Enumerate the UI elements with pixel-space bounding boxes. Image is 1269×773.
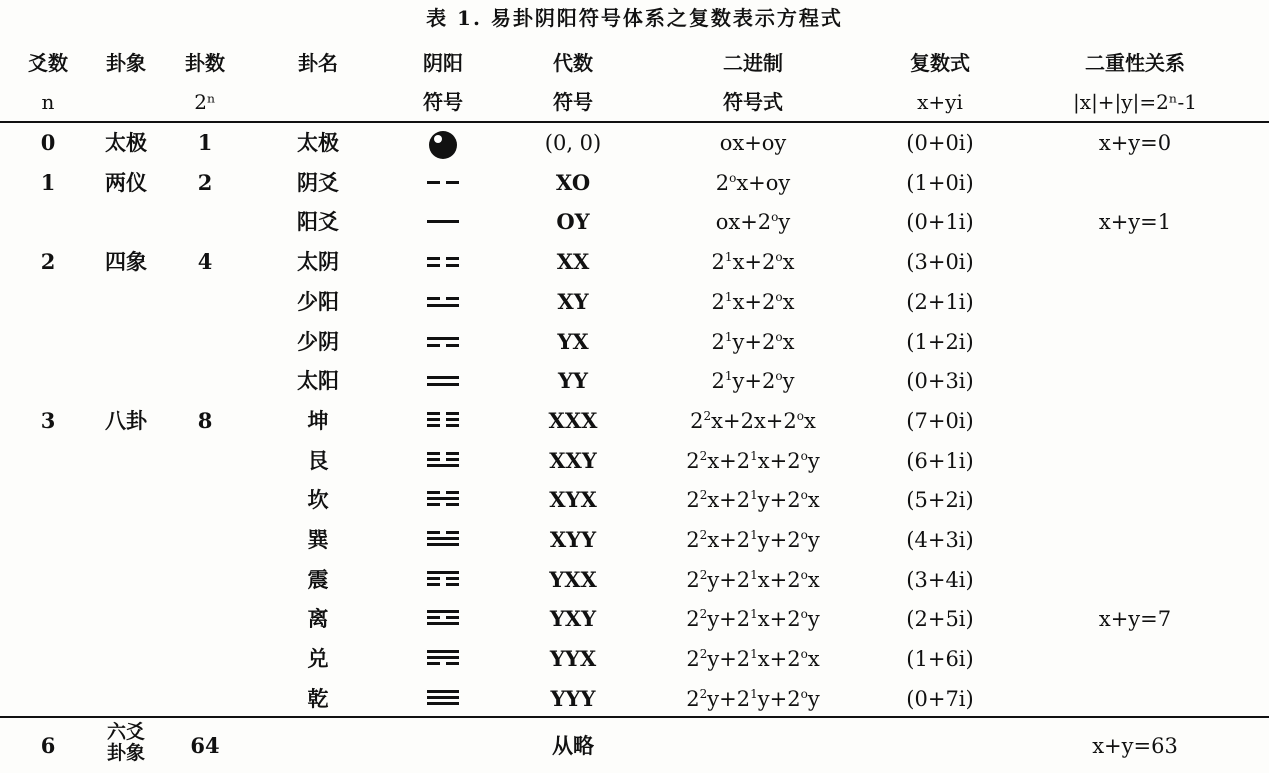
row-7-alg: XXX — [548, 407, 598, 433]
row-10-cplx: (4+3i) — [906, 528, 974, 552]
row-13-cplx: (1+6i) — [906, 647, 974, 672]
row-2-symbol-icon — [423, 207, 463, 241]
row-9-cplx: (5+2i) — [906, 488, 974, 513]
row-2-name: 阳爻 — [297, 209, 339, 235]
last-row-n: 6 — [40, 733, 56, 758]
row-9-name: 坎 — [307, 487, 329, 513]
header-algebra_symbol-1: 符号 — [553, 90, 593, 114]
row-10-bin: $2^2x+2^1y+2^oy$ — [686, 528, 820, 552]
row-7-count: 8 — [197, 407, 213, 433]
header-rule — [0, 121, 1269, 123]
row-3-count: 4 — [197, 249, 213, 275]
row-13-symbol-icon — [423, 644, 463, 678]
header-duality_relation-1: |x|+|y|=2ⁿ-1 — [1073, 90, 1197, 114]
row-9-alg: XYX — [549, 487, 597, 513]
row-10-alg: XYY — [549, 527, 597, 552]
row-8-bin: $2^2x+2^1x+2^oy$ — [686, 448, 820, 473]
header-yinyang_symbol-0: 阴阳 — [423, 51, 463, 75]
header-algebra_symbol-0: 代数 — [553, 51, 593, 75]
header-gua_count-0: 卦数 — [185, 51, 225, 75]
row-12-bin: $2^2y+2^1x+2^oy$ — [686, 607, 820, 632]
row-1-name: 阴爻 — [297, 169, 339, 195]
row-13-name: 兑 — [307, 646, 329, 672]
row-13-bin: $2^2y+2^1x+2^ox$ — [686, 647, 820, 672]
row-3-n: 2 — [40, 249, 56, 275]
bottom-rule — [0, 716, 1269, 718]
row-1-alg: XO — [555, 169, 591, 195]
row-3-name: 太阴 — [297, 249, 339, 275]
header-gua_name-0: 卦名 — [298, 51, 338, 75]
row-4-name: 少阳 — [297, 288, 339, 314]
row-12-rel: x+y=7 — [1098, 607, 1172, 632]
row-11-bin: $2^2y+2^1x+2^ox$ — [686, 567, 820, 592]
row-0-alg: (0, 0) — [544, 131, 602, 155]
row-5-name: 少阴 — [297, 328, 339, 354]
row-3-xiang: 四象 — [105, 249, 147, 275]
row-6-symbol-icon — [423, 366, 463, 400]
row-12-symbol-icon — [423, 604, 463, 638]
row-12-cplx: (2+5i) — [906, 607, 974, 632]
row-7-name: 坤 — [307, 407, 329, 433]
last-row-count: 64 — [190, 733, 220, 758]
header-duality_relation-0: 二重性关系 — [1085, 51, 1185, 75]
row-7-xiang: 八卦 — [105, 407, 147, 433]
row-14-cplx: (0+7i) — [906, 686, 974, 711]
header-yao_count-1: n — [41, 90, 55, 114]
row-6-bin: $2^1y+2^oy$ — [711, 369, 795, 394]
row-11-symbol-icon — [423, 565, 463, 599]
header-complex_formula-0: 复数式 — [910, 51, 970, 75]
row-6-alg: YY — [558, 368, 588, 394]
row-8-name: 艮 — [307, 447, 329, 473]
row-14-alg: YYY — [550, 685, 596, 711]
row-14-name: 乾 — [307, 685, 329, 711]
row-5-alg: YX — [557, 328, 589, 354]
row-7-bin: $2^2x+2x+2^ox$ — [690, 408, 816, 433]
row-11-alg: YXX — [549, 566, 597, 592]
row-9-symbol-icon — [423, 485, 463, 519]
row-8-alg: XXY — [549, 447, 597, 473]
header-gua_xiang-0: 卦象 — [106, 51, 146, 75]
row-4-bin: $2^1x+2^ox$ — [711, 289, 795, 314]
row-1-count: 2 — [197, 169, 213, 195]
row-5-cplx: (1+2i) — [906, 329, 974, 354]
row-8-symbol-icon — [423, 446, 463, 480]
row-4-alg: XY — [557, 288, 589, 314]
row-0-xiang: 太极 — [105, 130, 147, 155]
row-3-bin: $2^1x+2^ox$ — [711, 250, 795, 275]
header-yinyang_symbol-1: 符号 — [423, 90, 463, 114]
row-11-cplx: (3+4i) — [906, 567, 974, 592]
row-1-xiang: 两仪 — [105, 169, 147, 195]
row-6-name: 太阳 — [297, 368, 339, 394]
row-2-bin: $ox+2^oy$ — [715, 210, 791, 235]
row-3-alg: XX — [556, 249, 590, 275]
row-9-bin: $2^2x+2^1y+2^ox$ — [686, 488, 820, 513]
last-row-alg: 从略 — [552, 733, 594, 758]
row-2-cplx: (0+1i) — [906, 210, 974, 235]
row-10-symbol-icon — [423, 525, 463, 559]
header-binary_formula-0: 二进制 — [723, 51, 783, 75]
row-0-cplx: (0+0i) — [906, 131, 974, 155]
header-yao_count-0: 爻数 — [28, 51, 68, 75]
row-0-bin: ox+oy — [719, 131, 787, 155]
row-0-count: 1 — [197, 130, 213, 155]
row-0-rel: x+y=0 — [1098, 131, 1172, 155]
row-8-cplx: (6+1i) — [906, 448, 974, 473]
row-11-name: 震 — [307, 566, 329, 592]
row-13-alg: YYX — [549, 646, 597, 672]
row-7-cplx: (7+0i) — [906, 408, 974, 433]
row-1-n: 1 — [40, 169, 56, 195]
row-0-symbol-icon — [423, 128, 463, 166]
row-5-symbol-icon — [423, 327, 463, 361]
row-3-cplx: (3+0i) — [906, 250, 974, 275]
row-7-symbol-icon — [423, 406, 463, 440]
header-complex_formula-1: x+yi — [917, 90, 963, 114]
row-2-rel: x+y=1 — [1098, 210, 1172, 235]
row-7-n: 3 — [40, 407, 56, 433]
row-1-cplx: (1+0i) — [906, 170, 974, 195]
row-1-bin: $2^ox+oy$ — [715, 170, 791, 195]
table-title: 表 1. 易卦阴阳符号体系之复数表示方程式 — [426, 6, 843, 30]
row-2-alg: OY — [556, 209, 590, 235]
last-row-xiang: 六爻 卦象 — [106, 721, 145, 764]
header-gua_count-1: 2ⁿ — [194, 90, 216, 114]
row-4-symbol-icon — [423, 287, 463, 321]
last-row-rel: x+y=63 — [1092, 734, 1178, 758]
row-0-name: 太极 — [297, 130, 339, 155]
row-14-symbol-icon — [423, 684, 463, 718]
row-4-cplx: (2+1i) — [906, 289, 974, 314]
row-1-symbol-icon — [423, 168, 463, 202]
row-3-symbol-icon — [423, 247, 463, 281]
row-6-cplx: (0+3i) — [906, 369, 974, 394]
row-10-name: 巽 — [307, 527, 329, 552]
row-0-n: 0 — [40, 130, 56, 155]
row-14-bin: $2^2y+2^1y+2^oy$ — [686, 686, 820, 711]
header-binary_formula-1: 符号式 — [723, 90, 783, 114]
row-12-alg: YXY — [549, 606, 597, 632]
row-12-name: 离 — [307, 606, 329, 632]
row-5-bin: $2^1y+2^ox$ — [711, 329, 795, 354]
